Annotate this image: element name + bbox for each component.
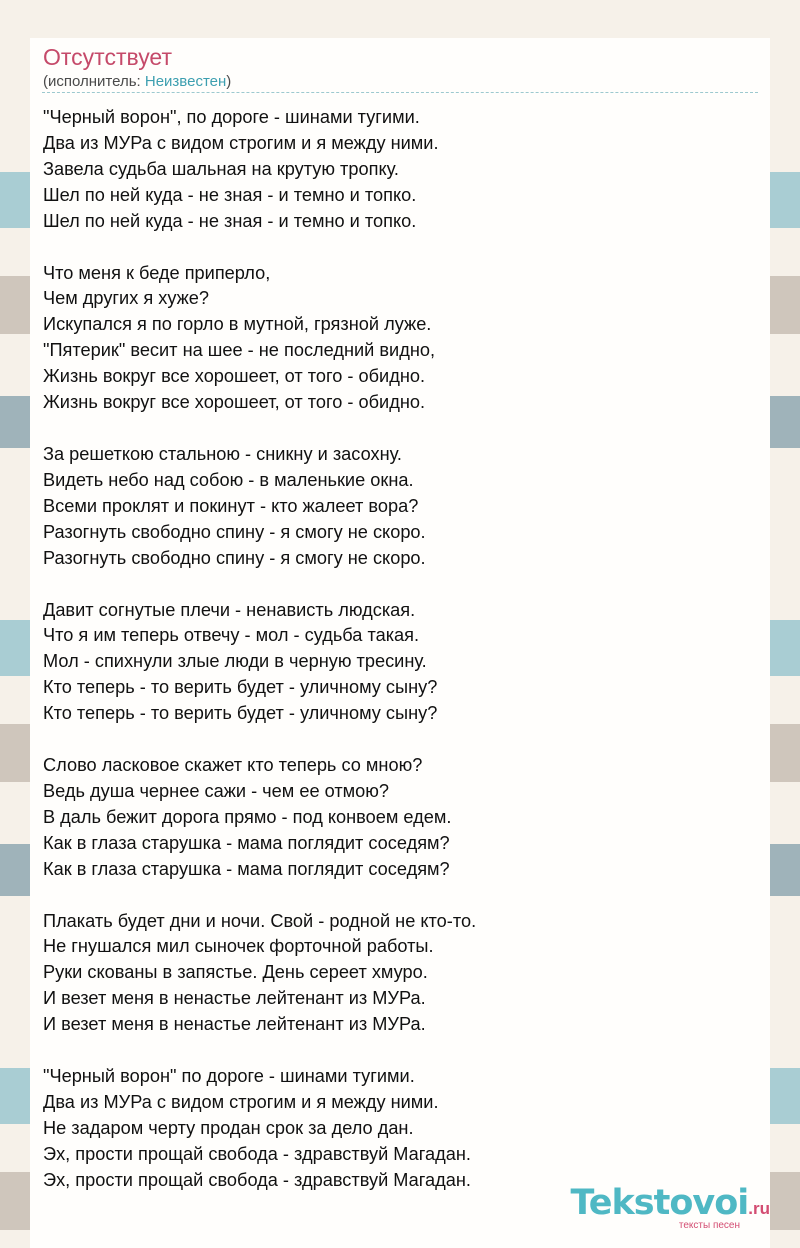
lyrics-line: За решеткою стальною - сникну и засохну. <box>43 443 402 464</box>
song-title: Отсутствует <box>43 44 172 70</box>
lyrics-line: Что я им теперь отвечу - мол - судьба такая. <box>43 625 420 646</box>
lyrics-line: Шел по ней куда - не зная - и темно и топко. <box>43 210 417 231</box>
lyrics-stanza <box>43 261 758 416</box>
lyrics-line: Слово ласковое скажет кто теперь со мною? <box>43 755 423 776</box>
lyrics-line: Как в глаза старушка - мама поглядит соседям? <box>43 832 450 853</box>
lyrics-stanza <box>43 909 758 1039</box>
lyrics-line: Как в глаза старушка - мама поглядит соседям? <box>43 858 450 879</box>
lyrics-line: Эх, прости прощай свобода - здравствуй Магадан. <box>43 1169 471 1190</box>
lyrics-line: Плакать будет дни и ночи. Свой - родной не кто-то. <box>43 910 477 931</box>
lyrics-line: Всеми проклят и покинут - кто жалеет вора? <box>43 495 419 516</box>
lyrics-line: Жизнь вокруг все хорошеет, от того - обидно. <box>43 392 426 413</box>
lyrics-line: Жизнь вокруг все хорошеет, от того - обидно. <box>43 366 426 387</box>
divider <box>42 92 758 93</box>
lyrics-line: Два из МУРа с видом строгим и я между ними. <box>43 1092 439 1112</box>
artist-suffix: ) <box>226 73 232 90</box>
lyrics-line: Руки скованы в запястье. День сереет хмуро. <box>43 962 428 983</box>
lyrics-line: Ведь душа чернее сажи - чем ее отмою? <box>43 780 390 801</box>
lyrics-line: Мол - спихнули злые люди в черную тресину. <box>43 651 427 672</box>
lyrics-line: Искупался я по горло в мутной, грязной луже. <box>43 314 432 335</box>
lyrics-stanza <box>43 753 758 883</box>
lyrics-line: Шел по ней куда - не зная - и темно и топко. <box>43 184 417 205</box>
logo-domain: .ru <box>748 1199 770 1218</box>
artist-link[interactable]: Неизвестен <box>144 73 227 90</box>
lyrics-line: И везет меня в ненастье лейтенант из МУРа. <box>43 988 426 1009</box>
lyrics-line: Чем других я хуже? <box>43 288 210 309</box>
lyrics-line: Давит согнутые плечи - ненависть людская. <box>43 599 416 620</box>
lyrics-stanza <box>43 598 758 728</box>
lyrics-line: "Черный ворон" по дороге - шинами тугими. <box>43 1066 415 1087</box>
lyrics-line: В даль бежит дорога прямо - под конвоем едем. <box>43 806 452 827</box>
site-logo[interactable] <box>570 1183 770 1231</box>
lyrics-stanza <box>43 105 758 235</box>
lyrics-line: Не задаром черту продан срок за дело дан. <box>43 1117 414 1138</box>
lyrics-line: Кто теперь - то верить будет - уличному сыну? <box>43 677 438 698</box>
lyrics-stanza <box>43 1064 758 1194</box>
lyrics-line: Разогнуть свободно спину - я смогу не скоро. <box>43 547 426 568</box>
lyrics-line: Что меня к беде приперло, <box>43 262 271 283</box>
lyrics-line: Видеть небо над собою - в маленькие окна. <box>43 469 414 490</box>
artist-line <box>43 73 231 90</box>
lyrics-line: "Пятерик" весит на шее - не последний видно, <box>43 340 436 361</box>
lyrics-line: Эх, прости прощай свобода - здравствуй Магадан. <box>43 1143 471 1164</box>
lyrics-text <box>43 105 758 1220</box>
lyrics-line: Завела судьба шальная на крутую тропку. <box>43 158 399 179</box>
artist-prefix: (исполнитель: <box>43 73 145 90</box>
lyrics-line: Разогнуть свободно спину - я смогу не скоро. <box>43 521 426 542</box>
lyrics-line: И везет меня в ненастье лейтенант из МУРа. <box>43 1014 426 1035</box>
lyrics-card <box>30 38 770 1248</box>
logo-main-text: Tekstovoi <box>570 1183 749 1223</box>
lyrics-line: Два из МУРа с видом строгим и я между ними. <box>43 132 439 153</box>
lyrics-line: "Черный ворон", по дороге - шинами тугими. <box>43 107 420 127</box>
lyrics-line: Не гнушался мил сыночек форточной работы. <box>43 936 434 957</box>
lyrics-line: Кто теперь - то верить будет - уличному сыну? <box>43 703 438 724</box>
lyrics-stanza <box>43 442 758 572</box>
logo-tagline: тексты песен <box>678 1220 740 1231</box>
